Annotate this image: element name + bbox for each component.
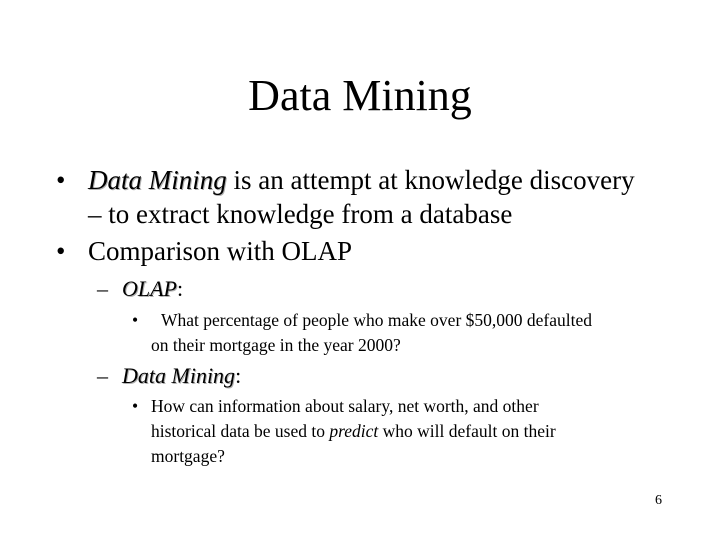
datamining-example-line3	[151, 443, 225, 470]
bullet-comparison-olap	[56, 234, 353, 268]
olap-example-text-continued: on their mortgage in the year 2000?	[151, 335, 401, 355]
datamining-example-text: How can information about salary, net worth, and other	[151, 396, 539, 416]
bullet-marker: •	[132, 396, 139, 416]
subbullet-olap	[97, 275, 184, 303]
subbullet-data-mining	[97, 362, 242, 390]
page-number: 6	[655, 493, 662, 508]
datamining-example-line1	[132, 393, 539, 420]
dash-marker: –	[97, 276, 108, 301]
olap-example-line2	[151, 332, 401, 359]
slide-title: Data Mining	[248, 71, 472, 120]
bullet-marker: •	[132, 310, 139, 330]
colon: :	[235, 363, 242, 388]
datamining-example-text-before: historical data be used to	[151, 421, 330, 441]
comparison-text: Comparison with OLAP	[88, 236, 353, 266]
datamining-example-text-after: who will default on their	[378, 421, 556, 441]
datamining-example-text-end: mortgage?	[151, 446, 225, 466]
bullet-marker: •	[56, 236, 66, 266]
bullet-marker: •	[56, 165, 66, 195]
definition-continuation: – to extract knowledge from a database	[88, 199, 513, 229]
olap-example-line1	[132, 307, 593, 334]
term-olap: OLAP	[122, 276, 177, 301]
term-data-mining: Data Mining	[88, 165, 227, 195]
definition-text: is an attempt at knowledge discovery	[226, 165, 635, 195]
olap-example-text: What percentage of people who make over $50,000 defaulted	[161, 310, 593, 330]
term-data-mining-sub: Data Mining	[122, 363, 236, 388]
colon: :	[177, 276, 184, 301]
bullet-data-mining-continuation	[88, 197, 512, 231]
datamining-example-line2	[151, 418, 556, 445]
bullet-data-mining-definition	[56, 163, 635, 197]
dash-marker: –	[97, 363, 108, 388]
predict-emphasis: predict	[329, 421, 379, 441]
